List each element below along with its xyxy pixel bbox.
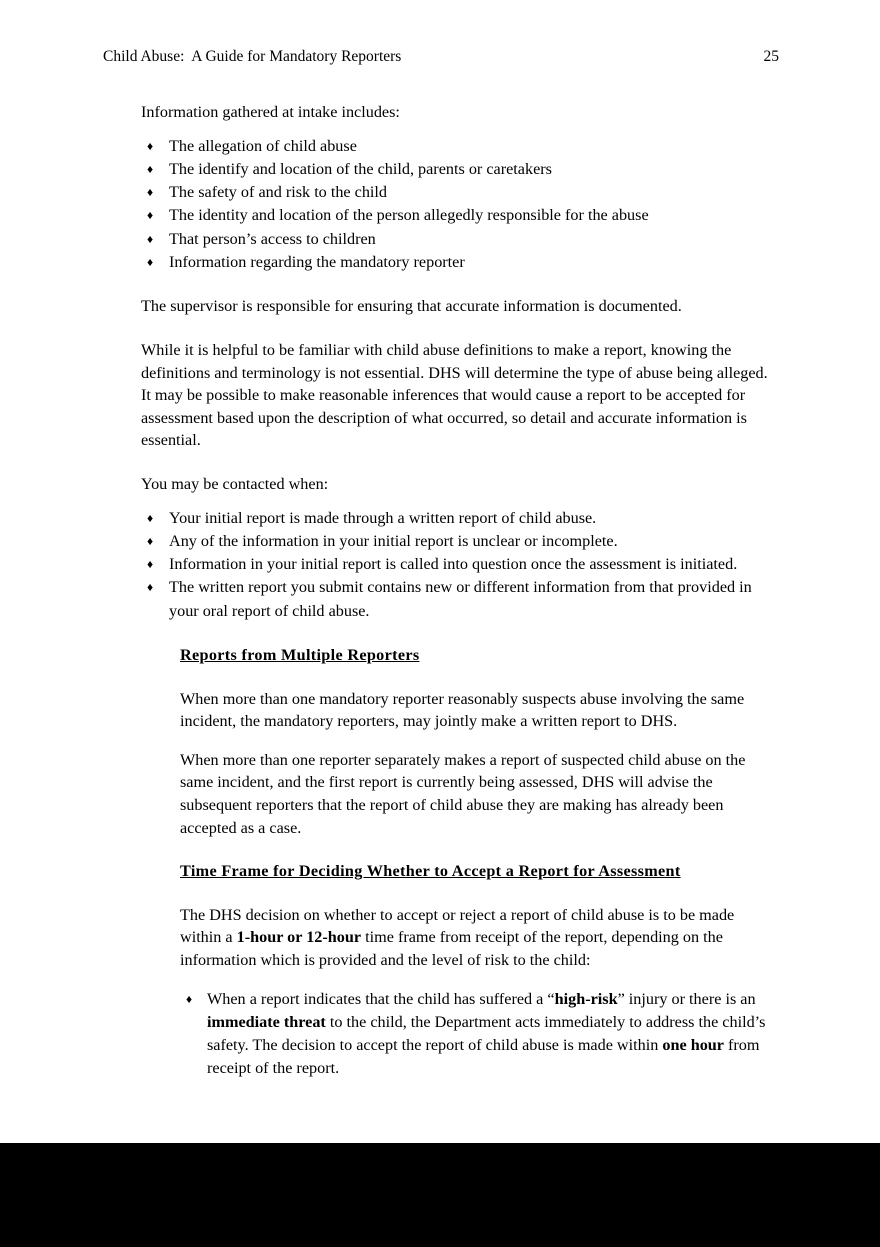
diamond-bullet-icon: ♦ (147, 557, 154, 572)
spacer (141, 452, 779, 473)
time-frame-paragraph (180, 904, 779, 972)
bullet-bold-immediate-threat: immediate threat (207, 1012, 326, 1031)
multiple-reporters-paragraph-2: When more than one reporter separately makes a report of suspected child abuse on the same incident, and the first report is currently being assessed, DHS will advise the subsequent reporters that the report of child abuse they are making has already been accepted as a case. (180, 750, 746, 837)
list-item-text: The safety of and risk to the child (169, 183, 388, 202)
spacer (141, 124, 779, 135)
bullet-bold-one-hour: one hour (662, 1036, 724, 1055)
spacer (180, 667, 779, 688)
list-item (141, 204, 779, 227)
running-head-title: Child Abuse: A Guide for Mandatory Reporters (103, 48, 402, 65)
diamond-bullet-icon: ♦ (147, 231, 154, 246)
diamond-bullet-icon: ♦ (147, 510, 154, 525)
multiple-reporters-paragraph-1: When more than one mandatory reporter reasonably suspects abuse involving the same incident, the mandatory reporters, may jointly make a written report to DHS. (180, 689, 745, 731)
spacer (180, 972, 779, 988)
list-item-text: Information in your initial report is called into question once the assessment is initiated. (169, 555, 738, 574)
spacer (141, 623, 779, 644)
footer-black-band (0, 1143, 880, 1247)
diamond-bullet-icon: ♦ (147, 255, 154, 270)
list-item (141, 576, 779, 623)
list-item-text: That person’s access to children (169, 229, 376, 248)
page-number: 25 (763, 48, 779, 65)
spacer (141, 274, 779, 295)
list-item (141, 553, 779, 576)
contacted-lead-in: You may be contacted when: (141, 474, 329, 493)
diamond-bullet-icon: ♦ (186, 991, 193, 1006)
page-content (141, 101, 779, 1081)
time-frame-bold-hours: 1-hour or 12-hour (236, 928, 362, 947)
list-item-text: Information regarding the mandatory reporter (169, 253, 465, 272)
bullet-text-4: from receipt of the report. (207, 1036, 760, 1078)
section-heading-multiple-reporters: Reports from Multiple Reporters (180, 646, 420, 665)
section-heading-time-frame: Time Frame for Deciding Whether to Accept a Report for Assessment (180, 862, 681, 881)
list-item (141, 228, 779, 251)
supervisor-paragraph: The supervisor is responsible for ensuring that accurate information is documented. (141, 297, 682, 316)
list-item (180, 988, 779, 1081)
list-item (141, 135, 779, 158)
list-item (141, 158, 779, 181)
list-item-text: The identify and location of the child, parents or caretakers (169, 159, 552, 178)
list-item (141, 507, 779, 530)
bullet-text-2: ” injury or there is an (617, 989, 756, 1008)
contacted-bullet-list (141, 507, 779, 623)
list-item-text: Any of the information in your initial report is unclear or incomplete. (169, 531, 618, 550)
diamond-bullet-icon: ♦ (147, 161, 154, 176)
intake-bullet-list (141, 135, 779, 275)
spacer (180, 883, 779, 904)
list-item-text: The identity and location of the person allegedly responsible for the abuse (169, 206, 649, 225)
list-item (141, 530, 779, 553)
page-header (103, 48, 779, 67)
list-item-text: Your initial report is made through a written report of child abuse. (169, 508, 597, 527)
bullet-bold-high-risk: high-risk (554, 989, 618, 1008)
list-item-text: The allegation of child abuse (169, 136, 357, 155)
time-frame-text-1: The DHS decision on whether to accept or reject a report of child abuse is to be made within a (180, 905, 735, 947)
time-frame-bullet-list (180, 988, 779, 1081)
list-item-text: The written report you submit contains new or different information from that provided in your oral report of child abuse. (169, 578, 752, 620)
diamond-bullet-icon: ♦ (147, 580, 154, 595)
list-item-text (207, 990, 765, 1078)
diamond-bullet-icon: ♦ (147, 138, 154, 153)
bullet-text-3: to the child, the Department acts immediately to address the child’s safety. The decision to accept the report of child abuse is made within (207, 1012, 766, 1055)
multiple-reporters-section (180, 644, 779, 1081)
intake-lead-in: Information gathered at intake includes: (141, 103, 400, 121)
spacer (180, 839, 779, 860)
diamond-bullet-icon: ♦ (147, 533, 154, 548)
diamond-bullet-icon: ♦ (147, 208, 154, 223)
spacer (141, 318, 779, 339)
time-frame-text-2: time frame from receipt of the report, depending on the information which is provided and the level of risk to the child: (180, 928, 723, 969)
list-item (141, 181, 779, 204)
spacer (141, 496, 779, 507)
bullet-text-1: When a report indicates that the child has suffered a “ (207, 989, 555, 1008)
definitions-paragraph: While it is helpful to be familiar with child abuse definitions to make a report, knowing the definitions and terminology is not essential. DHS will determine the type of abuse being alleged. It may be possible to make reasonable inferences that would cause a report to be accepted for assessment based upon the description of what occurred, so detail and accurate information is essential. (141, 340, 768, 450)
spacer (180, 733, 779, 749)
diamond-bullet-icon: ♦ (147, 185, 154, 200)
list-item (141, 251, 779, 274)
